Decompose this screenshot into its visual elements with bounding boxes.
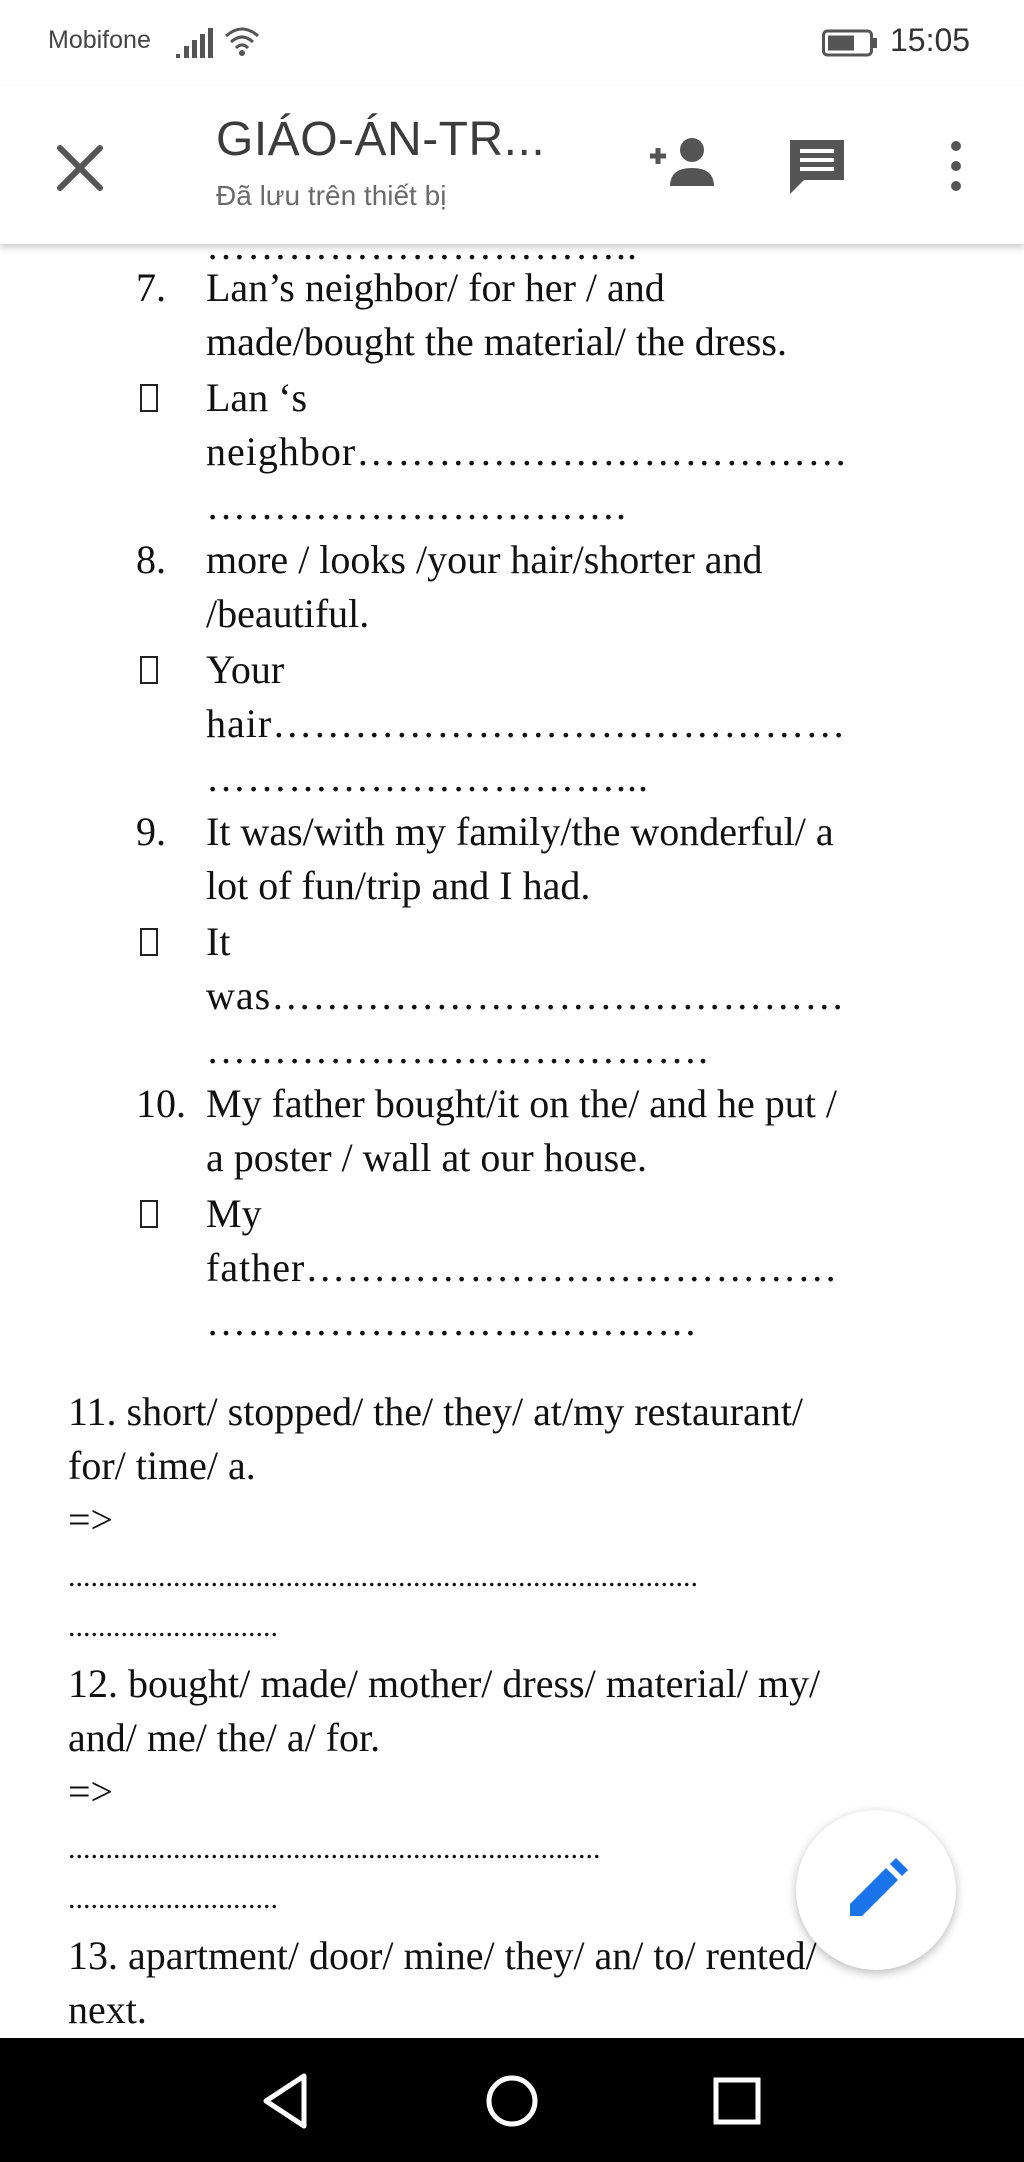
item-7-line-2: made/bought the material/ the dress. <box>206 319 787 364</box>
item-10-line-2: a poster / wall at our house. <box>206 1135 647 1180</box>
missing-glyph-box <box>140 1200 158 1228</box>
saved-status: Đã lưu trên thiết bị <box>216 180 447 211</box>
missing-glyph-box <box>140 656 158 684</box>
add-person-icon[interactable] <box>646 132 722 192</box>
item-10-number: 10. <box>136 1081 186 1126</box>
item-8-line-1: more / looks /your hair/shorter and <box>206 537 763 582</box>
edit-button[interactable] <box>796 1810 956 1970</box>
item-8-line-2: /beautiful. <box>206 591 370 636</box>
wifi-icon <box>224 24 260 58</box>
item-9-answer-line: was…………………………………… <box>206 973 846 1018</box>
item-8-answer-line: hair…………………………………… <box>206 701 847 746</box>
document-page[interactable] <box>0 244 1024 2038</box>
item-9-line-1: It was/with my family/the wonderful/ a <box>206 809 834 854</box>
item-11-dots-2: ............................ <box>68 1610 278 1643</box>
item-12-dots-2: ............................ <box>68 1882 278 1915</box>
item-12-dots-1: ....................................................................... <box>68 1832 601 1865</box>
close-icon[interactable] <box>50 138 110 198</box>
item-9-line-2: lot of fun/trip and I had. <box>206 863 591 908</box>
battery-icon <box>822 29 878 57</box>
clock: 15:05 <box>890 22 971 58</box>
missing-glyph-box <box>140 384 158 412</box>
item-7-line-1: Lan’s neighbor/ for her / and <box>206 265 665 310</box>
app-bar <box>0 86 1024 244</box>
item-7-answer-line: neighbor……………………………… <box>206 429 849 474</box>
item-11-line-1: 11. short/ stopped/ the/ they/ at/my restaurant/ <box>68 1389 804 1434</box>
navigation-bar <box>0 2038 1024 2162</box>
item-11-line-2: for/ time/ a. <box>68 1443 256 1488</box>
carrier-label: Mobifone <box>48 26 151 54</box>
item-13-line-1: 13. apartment/ door/ mine/ they/ an/ to/ rented/ <box>68 1933 817 1978</box>
recents-icon[interactable] <box>702 2066 772 2136</box>
item-7-number: 7. <box>136 265 166 310</box>
item-9-number: 9. <box>136 809 166 854</box>
item-12-arrow: => <box>68 1769 114 1814</box>
signal-icon <box>176 26 216 60</box>
item-9-answer-start: It <box>206 919 231 964</box>
item-7-answer-start: Lan ‘s <box>206 375 308 420</box>
more-vert-icon[interactable] <box>936 136 976 196</box>
document-title: GIÁO-ÁN-TR... <box>216 113 546 166</box>
home-icon[interactable] <box>477 2066 547 2136</box>
item-12-line-2: and/ me/ the/ a/ for. <box>68 1715 381 1760</box>
item-11-arrow: => <box>68 1497 114 1542</box>
edit-pencil-icon <box>844 1858 908 1922</box>
missing-glyph-box <box>140 928 158 956</box>
item-8-answer-start: Your <box>206 647 285 692</box>
item-10-answer-line: father………………………………… <box>206 1245 839 1290</box>
item-12-line-1: 12. bought/ made/ mother/ dress/ material/ my/ <box>68 1661 821 1706</box>
item-10-answer-start: My <box>206 1191 262 1236</box>
status-bar <box>0 0 1024 86</box>
item-8-dots: …………………………... <box>206 755 649 800</box>
item-13-line-2: next. <box>68 1987 147 2032</box>
comment-icon[interactable] <box>786 136 848 196</box>
item-11-dots-1: .................................................................................... <box>68 1560 698 1593</box>
item-10-dots: ……………………………… <box>206 1299 698 1344</box>
item-10-line-1: My father bought/it on the/ and he put / <box>206 1081 837 1126</box>
item-9-dots: ………………………………. <box>206 1027 709 1072</box>
item-7-dots: …………………………. <box>206 483 627 528</box>
back-icon[interactable] <box>252 2066 322 2136</box>
item-8-number: 8. <box>136 537 166 582</box>
dots-top: ………………………….. <box>206 244 638 268</box>
